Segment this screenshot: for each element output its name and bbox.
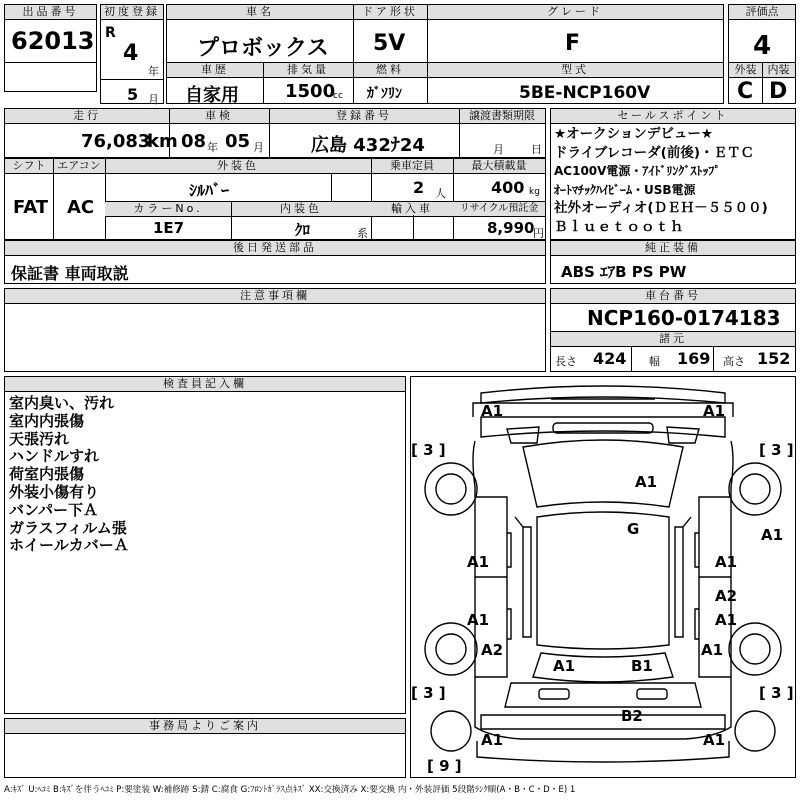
- damage-mark: [ 9 ]: [427, 757, 462, 775]
- yen-unit: 円: [533, 227, 544, 240]
- damage-mark: [ 3 ]: [411, 441, 446, 459]
- history: 自家用: [185, 85, 239, 106]
- row3-box: [4, 158, 546, 240]
- score-label: 評価点: [729, 5, 795, 20]
- lot-number: 62013: [11, 27, 95, 55]
- year-unit: 年: [148, 65, 159, 78]
- sales-line: Ｂｌｕｅｔｏｏｔｈ: [554, 218, 685, 235]
- inspector-box: [4, 376, 406, 714]
- color-label: 外装色: [105, 159, 371, 174]
- damage-mark: A1: [467, 611, 490, 629]
- damage-mark: A1: [703, 731, 726, 749]
- fuel: ｶﾞｿﾘﾝ: [367, 86, 402, 102]
- inspector-line: 室内臭い、汚れ: [9, 394, 115, 412]
- ext-label: 外装: [729, 63, 762, 78]
- later-parts-label: 後日発送部品: [5, 241, 545, 256]
- legend: A:ｷｽﾞ U:ﾍｺﾐ B:ｷｽﾞを伴うﾍｺﾐ P:要塗装 W:補修跡 S:錆 C:腐食 G:ﾌﾛﾝﾄｶﾞﾗｽ点ｷｽﾞ XX:交換済み X:要交換 内・外装評価 5段階ﾗﾝｸ順(A・B・C・D・E) 1: [4, 785, 576, 795]
- inspector-line: 室内内張傷: [9, 411, 85, 430]
- top-row-box: [166, 4, 724, 104]
- shift: FAT: [13, 197, 49, 218]
- damage-mark: A1: [715, 553, 738, 571]
- damage-mark: B1: [631, 657, 653, 675]
- capacity: 2: [413, 178, 425, 197]
- height-label: 高さ: [723, 355, 745, 368]
- first-reg-box: [100, 4, 164, 104]
- damage-mark: B2: [621, 707, 643, 725]
- equipment-box: [550, 240, 796, 284]
- recycle-fee: 8,990: [487, 219, 535, 237]
- damage-mark: A1: [715, 611, 738, 629]
- plate-number: 広島 432ﾅ24: [311, 135, 425, 156]
- length-label: 長さ: [555, 355, 577, 368]
- later-parts-box: [4, 240, 546, 284]
- first-reg-month: 5: [127, 85, 139, 104]
- sales-line: AC100V電源・ｱｲﾄﾞﾘﾝｸﾞｽﾄｯﾌﾟ: [554, 164, 721, 178]
- grade-label: グレード: [427, 5, 723, 20]
- damage-mark: A1: [467, 553, 490, 571]
- office-label: 事務局よりご案内: [5, 719, 405, 734]
- damage-mark: A1: [481, 731, 504, 749]
- cc-unit: cc: [333, 91, 343, 101]
- sales-box: [550, 108, 796, 240]
- inspector-line: 天張汚れ: [9, 429, 70, 448]
- history-label: 車歴: [167, 63, 263, 78]
- car-name-label: 車名: [167, 5, 353, 20]
- inspection-label: 車検: [169, 109, 269, 124]
- equipment-label: 純正装備: [551, 241, 795, 256]
- notes-box: [4, 288, 546, 372]
- capacity-label: 乗車定員: [371, 159, 453, 174]
- transfer-day: 日: [531, 143, 542, 156]
- sales-line: ★オークションデビュー★: [554, 126, 713, 142]
- recycle-label: リサイクル預託金: [453, 202, 545, 217]
- sales-line: ドライブレコーダ(前後)・ＥＴＣ: [554, 144, 754, 161]
- damage-mark: G: [627, 520, 640, 538]
- damage-mark: A1: [635, 473, 658, 491]
- import-label: 輸入車: [371, 202, 453, 217]
- inspector-notes: [9, 395, 129, 555]
- int-score: D: [769, 79, 788, 104]
- door-type: 5V: [373, 31, 406, 56]
- later-parts-value: 保証書 車両取説: [11, 264, 129, 283]
- load-unit: kg: [529, 187, 540, 197]
- equipment-value: ABS ｴｱB PS PW: [561, 263, 687, 281]
- chassis-box: [550, 288, 796, 372]
- car-name: プロボックス: [197, 36, 329, 61]
- ac-label: エアコン: [53, 159, 105, 174]
- sales-line: 社外オーディオ(ＤＥＨ－５５００): [554, 200, 768, 216]
- int-color-label: 内装色: [231, 202, 371, 217]
- displacement-label: 排気量: [263, 63, 353, 78]
- month-unit: 月: [148, 93, 159, 106]
- lot-label: 出品番号: [5, 5, 96, 20]
- dims-label: 諸元: [551, 332, 795, 347]
- int-color-unit: 系: [357, 227, 368, 240]
- model-label: 型式: [427, 63, 723, 78]
- exterior-color: ｼﾙﾊﾞｰ: [189, 181, 230, 200]
- damage-mark: A2: [715, 587, 738, 605]
- plate-label: 登録番号: [269, 109, 459, 124]
- inspector-line: 外装小傷有り: [9, 482, 100, 501]
- damage-mark: A1: [481, 402, 504, 420]
- office-box: [4, 718, 406, 778]
- color-no-label: カラーNo.: [105, 202, 231, 217]
- inspector-line: バンパー下Ａ: [9, 500, 98, 519]
- damage-mark: [ 3 ]: [759, 441, 794, 459]
- mileage-label: 走行: [5, 109, 169, 124]
- load-label: 最大積載量: [453, 159, 545, 174]
- first-reg-label: 初度登録: [101, 5, 163, 20]
- car-diagram-box: [410, 376, 796, 778]
- interior-color: ｸﾛ: [295, 221, 311, 239]
- score-box: [728, 4, 796, 104]
- sales-line: ｵｰﾄﾏﾁｯｸﾊｲﾋﾞｰﾑ・USB電源: [554, 182, 696, 197]
- ac: AC: [67, 197, 95, 218]
- grade: F: [565, 31, 581, 56]
- int-label: 内装: [762, 63, 795, 78]
- inspector-line: 荷室内張傷: [9, 465, 85, 484]
- score: 4: [753, 31, 772, 61]
- inspector-label: 検査員記入欄: [5, 377, 405, 392]
- row2-box: [4, 108, 546, 158]
- transfer-month: 月: [493, 143, 504, 156]
- damage-mark: A1: [701, 641, 724, 659]
- chassis-label: 車台番号: [551, 289, 795, 304]
- car-diagram: [411, 377, 795, 777]
- width-label: 幅: [649, 355, 660, 368]
- era: R: [105, 25, 116, 41]
- insp-month-unit: 月: [253, 141, 264, 154]
- inspector-line: ホイールカバーＡ: [9, 536, 129, 555]
- model-code: 5BE-NCP160V: [519, 83, 651, 103]
- displacement: 1500: [285, 81, 336, 102]
- ext-score: C: [737, 79, 754, 104]
- capacity-unit: 人: [435, 187, 446, 200]
- max-load: 400: [491, 178, 525, 197]
- width: 169: [677, 349, 711, 368]
- insp-year: 08: [181, 131, 207, 152]
- height: 152: [757, 349, 791, 368]
- mileage: 76,083: [81, 131, 151, 152]
- sales-points: [554, 125, 768, 236]
- inspector-line: ハンドルすれ: [9, 447, 100, 466]
- damage-mark: A2: [481, 641, 504, 659]
- length: 424: [593, 349, 627, 368]
- chassis-number: NCP160-0174183: [587, 306, 781, 330]
- transfer-label: 譲渡書類期限: [459, 109, 545, 124]
- doors-label: ドア形状: [353, 5, 427, 20]
- damage-mark: A1: [761, 526, 784, 544]
- sales-label: セールスポイント: [551, 109, 795, 124]
- notes-label: 注意事項欄: [5, 289, 545, 304]
- damage-mark: A1: [553, 657, 576, 675]
- damage-mark: [ 3 ]: [759, 684, 794, 702]
- fuel-label: 燃料: [353, 63, 427, 78]
- damage-mark: A1: [703, 402, 726, 420]
- shift-label: シフト: [5, 159, 53, 174]
- color-number: 1E7: [153, 219, 185, 237]
- lot-box: [4, 4, 97, 92]
- insp-year-unit: 年: [207, 141, 218, 154]
- inspector-line: ガラスフィルム張: [9, 518, 127, 537]
- insp-month: 05: [225, 131, 251, 152]
- km-unit: km: [147, 131, 178, 152]
- damage-mark: [ 3 ]: [411, 684, 446, 702]
- first-reg-year: 4: [123, 41, 139, 66]
